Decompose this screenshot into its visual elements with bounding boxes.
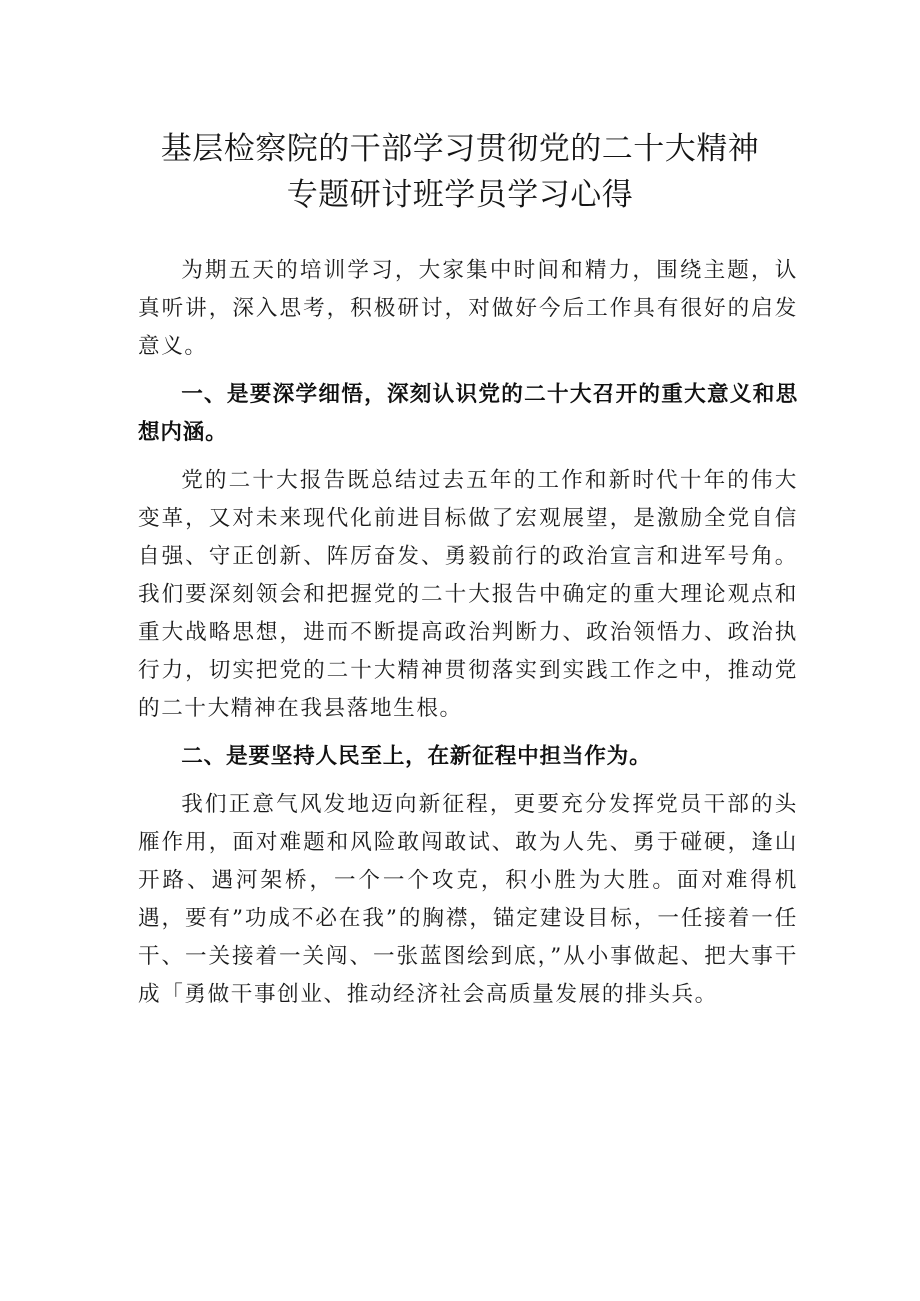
title-line-1: 基层检察院的干部学习贯彻党的二十大精神 xyxy=(160,131,760,167)
intro-paragraph: 为期五天的培训学习，大家集中时间和精力，围绕主题，认真听讲，深入思考，积极研讨，对做好今后工作具有很好的启发意义。 xyxy=(138,258,798,359)
title-line-2: 专题研讨班学员学习心得 xyxy=(286,177,634,213)
section-2-paragraph: 我们正意气风发地迈向新征程，更要充分发挥党员干部的头雁作用，面对难题和风险敢闯敢试、敢为人先、勇于碰硬，逢山开路、遇河架桥，一个一个攻克，积小胜为大胜。面对难得机遇，要有”功成不必在我”的胸襟，锚定建设目标，一任接着一任干、一关接着一关闯、一张蓝图绘到底，”从小事做起、把大事干成「勇做干事创业、推动经济社会高质量发展的排头兵。 xyxy=(138,792,798,1007)
document-body xyxy=(138,252,798,1024)
section-1-paragraph: 党的二十大报告既总结过去五年的工作和新时代十年的伟大变革，又对未来现代化前进目标做了宏观展望，是激励全党自信自强、守正创新、阵厉奋发、勇毅前行的政治宣言和进军号角。我们要深刻领会和把握党的二十大报告中确定的重大理论观点和重大战略思想，进而不断提高政治判断力、政治领悟力、政治执行力，切实把党的二十大精神贯彻落实到实践工作之中，推动党的二十大精神在我县落地生根。 xyxy=(138,468,798,721)
document-title xyxy=(0,126,920,218)
section-heading-1: 一、是要深学细悟，深刻认识党的二十大召开的重大意义和思想内涵。 xyxy=(138,382,798,445)
section-heading-2: 二、是要坚持人民至上，在新征程中担当作为。 xyxy=(181,744,652,769)
